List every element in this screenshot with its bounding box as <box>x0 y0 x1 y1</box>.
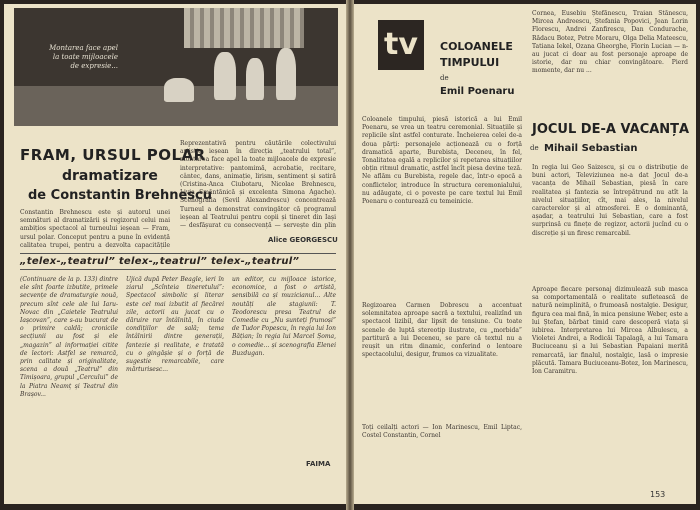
telex-signature: FAIMA <box>306 460 331 468</box>
review-column-1: Coloanele timpului, piesă istorică a lui Emil Poenaru, se vrea un teatru ceremonial. Situațiile și replicile sînt astfel conturate. Încheierea celei de-a doua părți: personajele acționează cu o forță dramatică aparte, Burebista, Deceneu, în fel, Tonalitatea egală a replicilor și repetarea situațiilor obțin ritmul dramatic, astfel încît piesa devine teză. Ne aflăm cu Burebista, regele dac, într-o epocă a conflictelor, introduce în structura ceremonialului, nu adăugate, ci o poveste pe care textul lui Emil Poenaru o conturează cu temeinicie. <box>362 116 522 206</box>
article-column-2b: Turneul a demonstrat convingător că programul ieșean al Teatrului pentru copii și tineret din Iași — desfășurat cu consecvență — servește din plin <box>180 206 336 230</box>
review-column-2b: Aproape fiecare personaj dizimulează sub masca sa comportamentală o realitate sufletească de natură neimplinită, o frumoasă nostalgie. Desigur, figura cea mai fină, în mica pensiune Weber, este a lui Ștefan, bărbat timid care descoperă viața și iubirea. Interpretarea lui Mircea Albulescu, a Violetei Andrei, a Rodicăi Tapalagă, a lui Tamara Buciuceanu și a lui Sebastian Papaiani merită remarcată, iar finalul, nostalgic, lasă o impresie plăcută. Tamara Buciuceanu-Botez, Ion Marinescu, Ion Caramitru. <box>532 286 688 376</box>
review-title: JOCUL DE-A VACANȚA <box>532 122 690 137</box>
telex-column-3: un editor, cu mijloace istorice, economice, a fost o artistă, sensibilă ca și muzicianul... Alte noutăți ale stagiunii: T. Teodorescu presa Teatrul de Comedie cu „Nu sunteți frumoși” de Tudor Popescu, în regia lui Ion Bățian; în regia lui Marcel Șoma, o comedie... și scenografia Elenei Buzdugan. <box>232 276 336 357</box>
cast-text: Cornea, Eusebiu Ștefănescu, Traian Stănescu, Mircea Andreescu, Ștefania Popovici, Jean Lorin Florescu, Andrei Zanfirescu, Dan Condurache, Rădacu Botez, Petre Moraru, Olga Delia Mateescu, Tatiana Iekel, Ozana Gheorghe, Florin Lucian — n-au jucat ci doar au fost personaje aproape de istorie, dar nu chiar convingătoare. Pierd momente, dar nu ... <box>532 10 688 75</box>
telex-column-2: Ujică după Peter Beagle, ieri în ziarul „Scînteia tineretului”: Spectacol simbolic și literar este cel mai izbutit al fiecărei zile, actorii au jucat cu o dăruire rar întâlnită, în ciuda condițiilor de sală; tema întâlnirii dintre generații, fantezie și realitate, e tratată cu o gingășie și o forță de sugestie remarcabile, care mărturisesc... <box>126 276 224 374</box>
actor-figure <box>276 48 296 100</box>
column-title-line2: TIMPULUI <box>440 56 500 69</box>
by-label: de <box>440 74 449 82</box>
article-column-1: Constantin Brehnescu este și autorul unei semnături al dramatizării și regizorul celui mai ambițios spectacol al turneului ieșean — Fram, ursul polar. Conceput pentru a pune în evidență calitatea trupei, pentru a dezvolta capacitățile <box>20 209 170 249</box>
review-column-2: În regia lui Geo Saizescu, și cu o distribuție de buni actori, Televiziunea ne-a dat Jocul de-a vacanța de Mihail Sebastian, piesă în care realitatea și fantezia se întrepătrund nu atît la nivelul situațiilor, cît, mai ales, la nivelul caracterelor și al atmosferei. E o dominantă, așadar, a teatrului lui Sebastian, care a fost surprinsă cu finețe de regizor, actorii jucînd cu o discreție și un firesc remarcabil. <box>532 164 688 237</box>
article-title: FRAM, URSUL POLAR <box>20 146 206 164</box>
stage-photo <box>14 8 338 126</box>
review-by-label: de <box>530 144 539 152</box>
article-column-2: Reprezentativă pentru căutările colectivului artistic ieșean în direcția „teatrului total”, montarea face apel la toate mijloacele de expresie interpretative: pantomimă, acrobatie, recitare, cântec, dans, animație, lirism, sentiment și satiră (Cristina-Anca Ciubotaru, Nicolae Brehnescu, Livia Smăntănică și excelenta Simona Agache). Scenografia (Sevil Alexandrescu) concentrează <box>180 140 336 204</box>
actor-figure <box>214 52 236 100</box>
review-author: Mihail Sebastian <box>544 143 638 154</box>
actor-figure <box>164 78 194 102</box>
play-author: Emil Poenaru <box>440 86 515 97</box>
review-column-1c: Toți ceilalți actori — Ion Marinescu, Emil Liptac, Costel Constantin, Cornel <box>362 424 522 440</box>
article-author: de Constantin Brehnescu <box>28 188 212 203</box>
book-gutter <box>346 0 354 510</box>
actor-figure <box>246 58 264 100</box>
review-column-1b: Regizoarea Carmen Dobrescu a accentuat solemnitatea aproape sacră a textului, realizînd un spectacol lizibil, dar lipsit de tensiune. Cu toate scenele de luptă stereotip ilustrate, cu „morbida” partitură a lui Deceneu, se pare că textul nu a reușit un ritm dinamic, conferind o lentoare spectacolului, desigur, frumos ca vizualitate. <box>362 302 522 359</box>
tv-logo: tv <box>378 20 424 70</box>
stage-curtain <box>184 8 304 48</box>
article-signature: Alice GEORGESCU <box>268 236 338 244</box>
column-title-line1: COLOANELE <box>440 40 513 53</box>
photo-caption: Montarea face apel la toate mijloacele de expresie... <box>49 44 118 70</box>
telex-banner: „telex-„teatrul” telex-„teatrul” telex-„teatrul” <box>20 253 336 270</box>
article-subtitle: dramatizare <box>62 168 158 184</box>
telex-column-1: (Continuare de la p. 133) dintre ele sînt foarte izbutite, primele secvențe de dramaturgie nouă, precum sînt cele ale lui Iaru-Novac din „Caietele Teatrului Iașcovan”, care s-au bucurat de o primire caldă; cronicile secțiunii au fost și ele „magazin” al informației citite de lectori: Astfel se remarcă, prin calitate și originalitate, scena a două „Teatrul” din Timișoara, grupul „Cercului” de la Piatra Neamț și Teatrul din Brașov... <box>20 276 118 398</box>
left-page <box>4 4 346 504</box>
right-page <box>354 4 696 504</box>
page-number: 153 <box>650 490 666 499</box>
